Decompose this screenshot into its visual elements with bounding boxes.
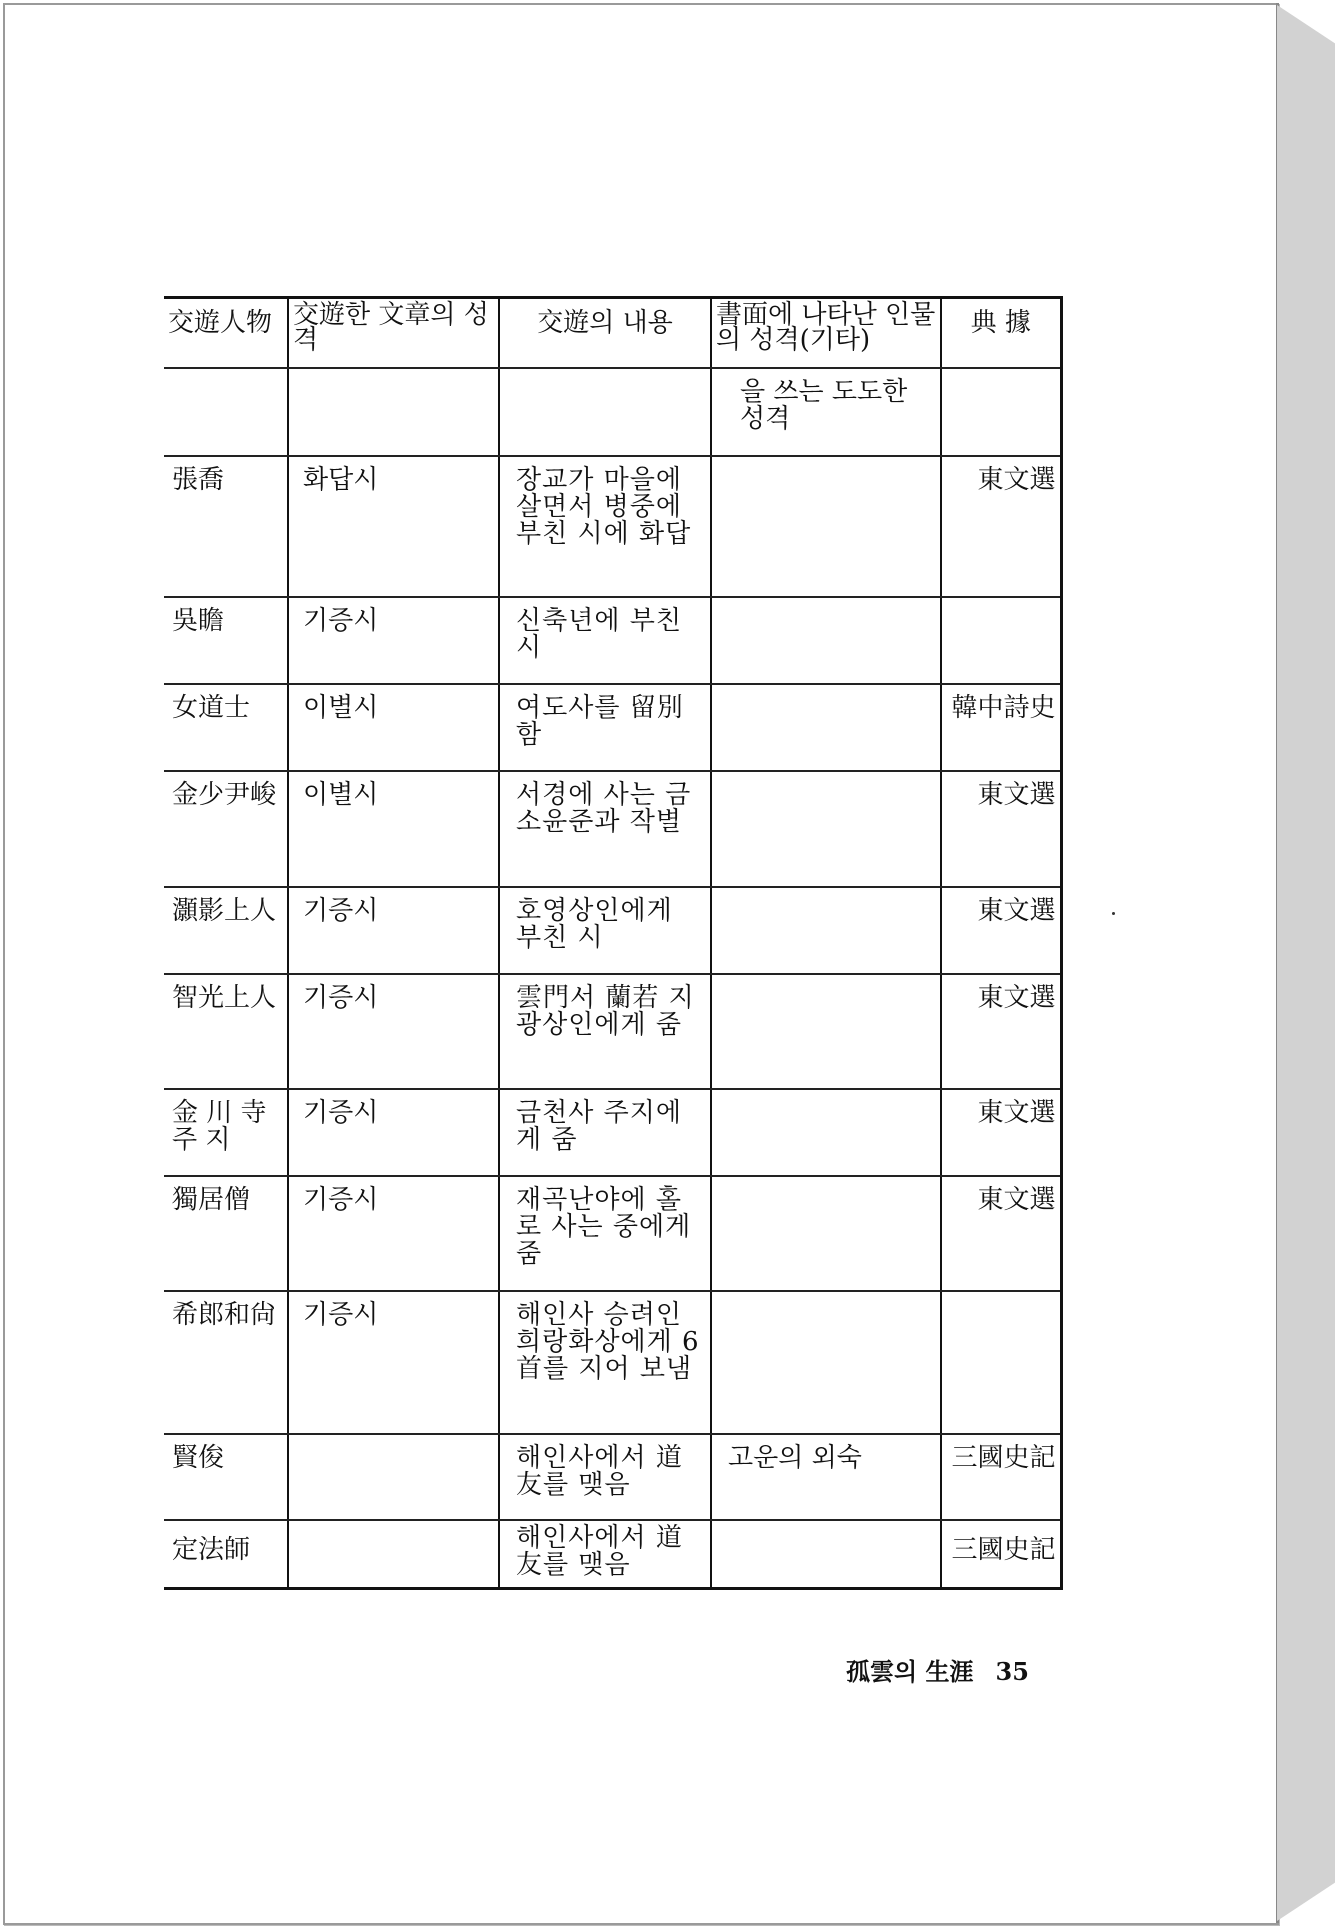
cell-type: 이별시 <box>303 693 379 723</box>
cell-source <box>942 1292 1060 1310</box>
cell-person: 金少尹峻 <box>172 780 277 810</box>
cell-character <box>712 1521 940 1539</box>
header-type: 交遊한 文章의 성격 <box>288 298 499 369</box>
cell-type: 기증시 <box>303 896 379 926</box>
cell-character: 고운의 외숙 <box>728 1443 862 1473</box>
page-number: 35 <box>995 1657 1029 1686</box>
cell-person: 賢俊 <box>172 1443 225 1473</box>
header-content: 交遊의 내용 <box>499 298 711 369</box>
cell-content: 여도사를 留別함 <box>516 693 684 750</box>
cell-source: 東文選 <box>977 465 1056 495</box>
cell-person: 金 川 寺 주 지 <box>172 1098 267 1155</box>
cell-character <box>712 457 940 475</box>
cell-type: 화답시 <box>303 465 379 495</box>
cell-character <box>712 685 940 703</box>
cell-source <box>942 598 1060 616</box>
cell-source: 三國史記 <box>951 1443 1056 1473</box>
table-row <box>164 368 1061 456</box>
cell-character <box>712 888 940 906</box>
speck <box>1112 912 1115 915</box>
cell-content: 해인사에서 道友를 맺음 <box>516 1443 683 1500</box>
cell-content: 장교가 마을에 살면서 병중에 부친 시에 화답 <box>516 465 692 549</box>
cell-source: 東文選 <box>977 780 1056 810</box>
cell-person: 定法師 <box>172 1535 251 1565</box>
cell-type <box>289 369 498 387</box>
cell-person <box>164 369 287 387</box>
cell-character <box>712 1090 940 1108</box>
cell-content: 해인사 승려인 희랑화상에게 6首를 지어 보냄 <box>516 1300 700 1384</box>
cell-source: 東文選 <box>977 1098 1056 1128</box>
page-edge <box>1277 5 1335 1921</box>
cell-type: 기증시 <box>303 1300 379 1330</box>
table-row <box>164 771 1061 887</box>
cell-person: 吳瞻 <box>172 606 225 636</box>
cell-character <box>712 1292 940 1310</box>
cell-content <box>500 369 710 387</box>
table-row <box>164 456 1061 597</box>
cell-character <box>712 772 940 790</box>
cell-person: 獨居僧 <box>172 1185 251 1215</box>
cell-content: 금천사 주지에게 줌 <box>516 1098 682 1155</box>
table-row <box>164 684 1061 771</box>
table-header-row <box>164 298 1061 369</box>
header-source: 典 據 <box>941 298 1061 369</box>
cell-person: 女道士 <box>172 693 251 723</box>
header-person: 交遊人物 <box>164 298 288 369</box>
table-row <box>164 1089 1061 1176</box>
cell-source: 韓中詩史 <box>951 693 1056 723</box>
cell-content: 雲門서 蘭若 지광상인에게 줌 <box>516 983 695 1040</box>
cell-person: 灝影上人 <box>172 896 277 926</box>
table-row <box>164 1291 1061 1434</box>
cell-character <box>712 1177 940 1195</box>
table-row <box>164 1434 1061 1520</box>
exchange-table <box>164 296 1063 1590</box>
cell-type <box>289 1521 498 1539</box>
cell-source: 東文選 <box>977 983 1056 1013</box>
header-character: 書面에 나타난 인물의 성격(기타) <box>711 298 941 369</box>
cell-source: 東文選 <box>977 1185 1056 1215</box>
table-row <box>164 1176 1061 1291</box>
cell-content: 재곡난야에 홀로 사는 중에게 줌 <box>516 1185 692 1269</box>
cell-person: 張喬 <box>172 465 225 495</box>
table-row <box>164 887 1061 974</box>
cell-type: 기증시 <box>303 983 379 1013</box>
cell-content: 호영상인에게 부친 시 <box>516 896 673 953</box>
table-row <box>164 597 1061 684</box>
cell-type: 기증시 <box>303 1098 379 1128</box>
cell-source <box>942 369 1060 387</box>
cell-content: 신축년에 부친 시 <box>516 606 682 663</box>
cell-content: 서경에 사는 금소윤준과 작별 <box>516 780 692 837</box>
cell-source: 三國史記 <box>951 1535 1056 1565</box>
cell-character: 을 쓰는 도도한 성격 <box>740 377 908 434</box>
cell-type: 이별시 <box>303 780 379 810</box>
cell-character <box>712 598 940 616</box>
table-row <box>164 974 1061 1089</box>
table-row <box>164 1520 1061 1589</box>
footer-title: 孤雲의 生涯 <box>846 1657 974 1686</box>
cell-content: 해인사에서 道友를 맺음 <box>516 1523 683 1580</box>
cell-type <box>289 1435 498 1453</box>
cell-type: 기증시 <box>303 606 379 636</box>
cell-person: 希郎和尙 <box>172 1300 277 1330</box>
cell-character <box>712 975 940 993</box>
cell-type: 기증시 <box>303 1185 379 1215</box>
running-footer <box>846 1652 1029 1687</box>
cell-source: 東文選 <box>977 896 1056 926</box>
cell-person: 智光上人 <box>172 983 277 1013</box>
